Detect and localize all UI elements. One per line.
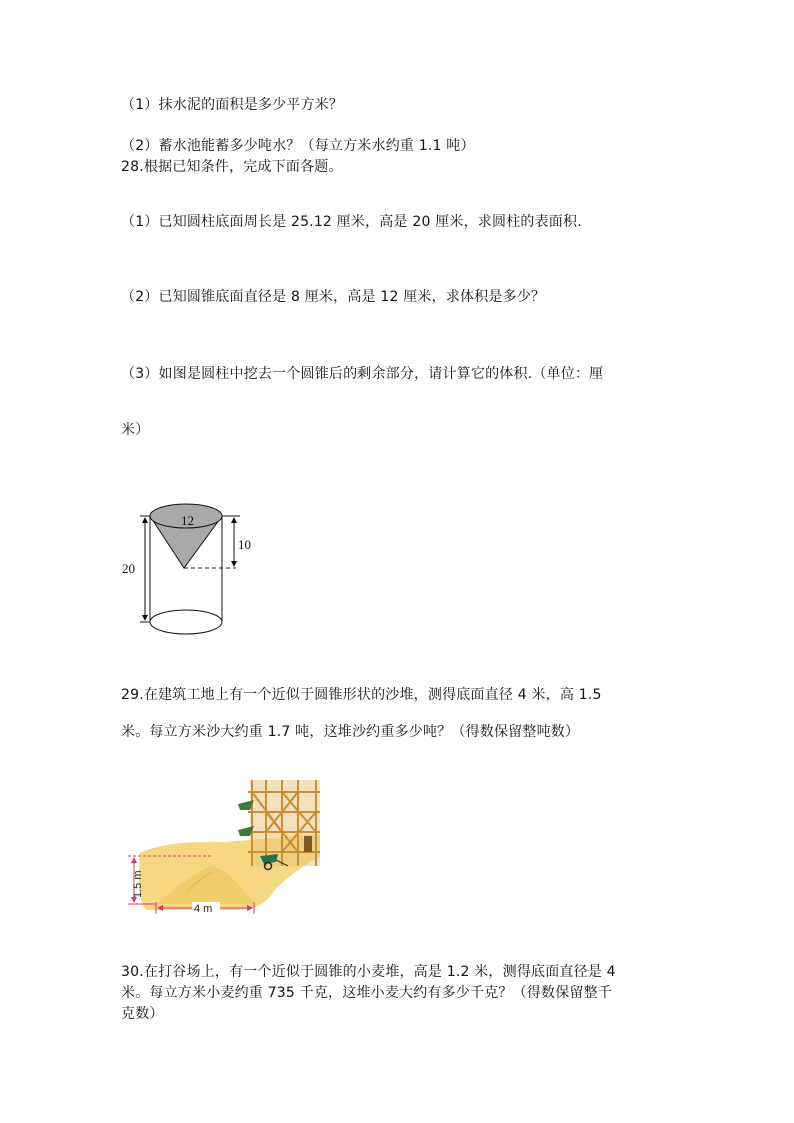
q29-line1: 29.在建筑工地上有一个近似于圆锥形状的沙堆，测得底面直径 4 米，高 1.5 <box>121 687 602 703</box>
cylinder-cone-figure <box>118 500 258 640</box>
diameter-label: 4 m <box>194 903 213 915</box>
q29-line2: 米。每立方米沙大约重 1.7 吨，这堆沙约重多少吨？（得数保留整吨数） <box>121 724 580 740</box>
q27-part2: （2）蓄水池能蓄多少吨水？（每立方米水约重 1.1 吨） <box>121 138 475 154</box>
q28-part1: （1）已知圆柱底面周长是 25.12 厘米，高是 20 厘米，求圆柱的表面积. <box>121 214 582 230</box>
cylinder-bottom <box>150 610 222 634</box>
q30-line3: 克数） <box>121 1006 164 1022</box>
cylinder-height-label: 20 <box>122 561 135 576</box>
q30-line1: 30.在打谷场上，有一个近似于圆锥的小麦堆，高是 1.2 米，测得底面直径是 4 <box>121 964 616 980</box>
q28-part3-line2: 米） <box>121 422 150 438</box>
q27-part1: （1）抹水泥的面积是多少平方米？ <box>121 97 344 113</box>
cone-height-label: 10 <box>238 537 251 552</box>
diameter-label: 12 <box>181 513 194 528</box>
sand-pile-figure <box>126 778 326 918</box>
q28-part2: （2）已知圆锥底面直径是 8 厘米，高是 12 厘米，求体积是多少？ <box>121 289 546 305</box>
q30-line2: 米。每立方米小麦约重 735 千克，这堆小麦大约有多少千克？（得数保留整千 <box>121 985 613 1001</box>
scaffolding-building <box>248 780 320 866</box>
q28-heading: 28.根据已知条件，完成下面各题。 <box>121 159 343 175</box>
q28-part3-line1: （3）如图是圆柱中挖去一个圆锥后的剩余部分，请计算它的体积.（单位：厘 <box>121 366 604 382</box>
height-label: 1.5 m <box>132 870 144 898</box>
